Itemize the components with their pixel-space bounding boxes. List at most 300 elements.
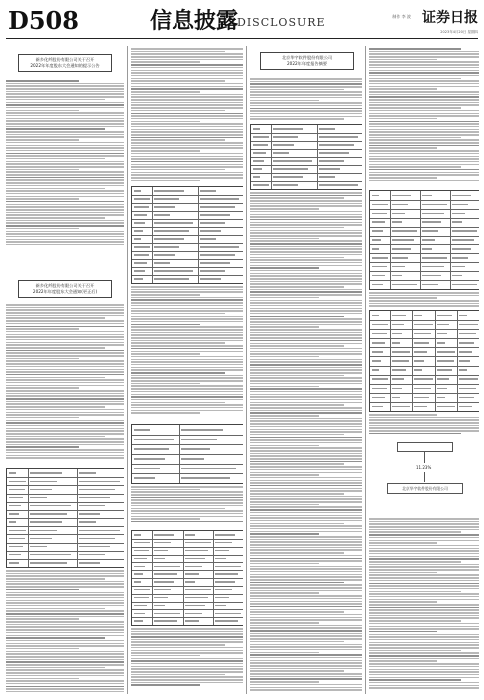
- text-line: [6, 85, 124, 87]
- text-line: [6, 182, 124, 184]
- text-line: [250, 474, 319, 476]
- text-line: [131, 53, 243, 55]
- text-line: [369, 607, 479, 609]
- text-line: [6, 134, 124, 136]
- text-line: [250, 633, 362, 635]
- text-line: [250, 420, 362, 422]
- text-line: [250, 673, 362, 675]
- table-cell-text: [372, 369, 379, 370]
- text-line: [369, 669, 479, 671]
- text-line: [369, 158, 479, 160]
- text-line: [131, 158, 243, 160]
- text-line: [250, 649, 362, 651]
- report-body: [250, 192, 362, 692]
- table-cell-text: [392, 266, 406, 267]
- table-cell-text: [414, 360, 424, 361]
- text-line: [6, 336, 124, 338]
- text-line: [131, 491, 243, 493]
- table-col-rule: [179, 425, 180, 483]
- table-cell-text: [452, 266, 466, 267]
- col2-body-form: [131, 486, 243, 524]
- table-cell-text: [154, 254, 175, 255]
- table-row-rule: [7, 518, 124, 519]
- table-row-rule: [370, 280, 479, 281]
- text-line: [369, 685, 479, 687]
- text-line: [131, 131, 243, 133]
- text-line: [131, 361, 243, 363]
- table-cell-text: [437, 360, 454, 361]
- table-row-rule: [370, 329, 479, 330]
- text-line: [250, 203, 362, 205]
- text-line: [250, 461, 362, 463]
- percent-label: 11.23%: [416, 465, 432, 470]
- text-line: [369, 126, 479, 128]
- table-cell-text: [181, 429, 223, 430]
- text-line: [250, 351, 362, 353]
- text-line: [131, 83, 243, 85]
- text-line: [250, 606, 362, 608]
- notice1-title-line1: 新乡化纤股份有限公司关于召开: [35, 57, 95, 62]
- table-cell-text: [422, 275, 442, 276]
- table-row-rule: [370, 244, 479, 245]
- table-cell-text: [185, 534, 196, 535]
- text-line: [369, 591, 461, 593]
- table-cell-text: [134, 558, 147, 559]
- text-line: [369, 599, 479, 601]
- table-cell-text: [372, 406, 383, 407]
- table-cell-text: [422, 213, 445, 214]
- text-line: [6, 444, 124, 446]
- text-line: [250, 552, 344, 554]
- text-line: [131, 650, 243, 652]
- table-cell-text: [134, 534, 141, 535]
- table-cell-text: [392, 360, 409, 361]
- table-cell-text: [392, 213, 406, 214]
- text-line: [369, 540, 479, 542]
- text-line: [250, 219, 362, 221]
- text-line: [369, 634, 479, 636]
- notice2-title-line1: 新乡化纤股份有限公司关于召开: [35, 283, 95, 288]
- table-col-rule: [317, 125, 318, 189]
- text-line: [6, 347, 105, 349]
- text-line: [131, 137, 243, 139]
- col2-authorization-form: [131, 424, 243, 484]
- text-line: [369, 626, 479, 628]
- text-line: [369, 72, 479, 74]
- text-line: [6, 220, 124, 222]
- table-row-rule: [370, 209, 479, 210]
- table-row-rule: [132, 259, 243, 260]
- text-line: [369, 48, 461, 50]
- text-line: [250, 549, 362, 551]
- text-line: [250, 364, 362, 366]
- table-cell-text: [134, 214, 147, 215]
- text-line: [369, 628, 479, 630]
- text-line: [250, 289, 362, 291]
- text-line: [250, 313, 362, 315]
- text-line: [6, 334, 124, 336]
- text-line: [250, 270, 362, 272]
- table-cell-text: [185, 573, 199, 574]
- table-col-rule: [152, 531, 153, 625]
- text-line: [250, 316, 344, 318]
- text-line: [6, 683, 124, 685]
- text-line: [369, 526, 479, 528]
- text-line: [6, 425, 124, 427]
- text-line: [131, 494, 243, 496]
- text-line: [6, 312, 124, 314]
- text-line: [131, 674, 225, 676]
- text-line: [6, 331, 124, 333]
- text-line: [6, 307, 124, 309]
- text-line: [250, 294, 362, 296]
- table-cell-text: [134, 550, 149, 551]
- text-line: [250, 83, 362, 85]
- text-line: [6, 344, 124, 346]
- text-line: [250, 558, 362, 560]
- text-line: [131, 291, 243, 293]
- text-line: [250, 224, 362, 226]
- text-line: [6, 174, 124, 176]
- text-line: [6, 600, 124, 602]
- table-row-rule: [370, 236, 479, 237]
- table-row-rule: [370, 200, 479, 201]
- text-line: [369, 147, 437, 149]
- text-line: [369, 658, 479, 660]
- text-line: [250, 450, 362, 452]
- text-line: [250, 515, 362, 517]
- table-cell-text: [79, 538, 115, 539]
- table-col-rule: [457, 311, 458, 411]
- table-row-rule: [370, 227, 479, 228]
- table-row-rule: [370, 402, 479, 403]
- text-line: [250, 348, 362, 350]
- text-line: [250, 635, 362, 637]
- column-divider: [127, 46, 128, 694]
- table-cell-text: [422, 266, 445, 267]
- table-cell-text: [134, 238, 141, 239]
- text-line: [250, 609, 362, 611]
- text-line: [250, 265, 362, 267]
- table-row-rule: [132, 594, 243, 595]
- table-cell-text: [185, 620, 199, 621]
- text-line: [369, 574, 479, 576]
- text-line: [6, 323, 124, 325]
- text-line: [250, 627, 362, 629]
- table-cell-text: [9, 538, 25, 539]
- text-line: [250, 197, 344, 199]
- table-col-rule: [390, 191, 391, 289]
- table-cell-text: [154, 542, 171, 543]
- text-line: [6, 592, 124, 594]
- table-cell-text: [200, 206, 234, 207]
- text-line: [369, 115, 479, 117]
- text-line: [6, 239, 124, 241]
- text-line: [369, 153, 479, 155]
- table-cell-text: [181, 477, 230, 478]
- page-number: D508: [8, 6, 79, 35]
- table-cell-text: [372, 342, 385, 343]
- table-cell-text: [154, 206, 175, 207]
- text-line: [6, 403, 124, 405]
- text-line: [250, 603, 362, 605]
- text-line: [131, 513, 243, 515]
- text-line: [6, 635, 124, 637]
- text-line: [6, 244, 124, 246]
- table-cell-text: [414, 342, 429, 343]
- text-line: [369, 78, 461, 80]
- text-line: [250, 617, 362, 619]
- text-line: [250, 544, 362, 546]
- text-line: [6, 575, 124, 577]
- table-cell-text: [392, 284, 418, 285]
- text-line: [250, 678, 362, 680]
- text-line: [6, 433, 124, 435]
- table-cell-text: [392, 195, 412, 196]
- text-line: [250, 574, 362, 576]
- table-cell-text: [30, 481, 57, 482]
- text-line: [250, 91, 362, 93]
- col4-body-chart: [369, 414, 479, 436]
- table-cell-text: [200, 198, 239, 199]
- text-line: [6, 680, 124, 682]
- text-line: [6, 350, 124, 352]
- text-line: [131, 172, 243, 174]
- table-cell-text: [154, 214, 170, 215]
- text-line: [6, 648, 79, 650]
- table-cell-text: [154, 190, 184, 191]
- text-line: [6, 667, 105, 669]
- text-line: [131, 299, 243, 301]
- text-line: [131, 644, 225, 646]
- text-line: [250, 343, 362, 345]
- text-line: [250, 391, 362, 393]
- text-line: [369, 636, 479, 638]
- text-line: [6, 166, 124, 168]
- text-line: [369, 145, 479, 147]
- table-cell-text: [273, 136, 298, 137]
- text-line: [131, 388, 243, 390]
- text-line: [6, 417, 79, 419]
- table-cell-text: [30, 554, 71, 555]
- text-line: [250, 501, 362, 503]
- table-cell-text: [414, 333, 431, 334]
- text-line: [6, 669, 124, 671]
- table-cell-text: [79, 530, 120, 531]
- text-line: [131, 118, 243, 120]
- text-line: [131, 641, 243, 643]
- text-line: [6, 145, 124, 147]
- table-cell-text: [414, 369, 422, 370]
- text-line: [131, 104, 243, 106]
- text-line: [250, 687, 362, 689]
- text-line: [250, 308, 362, 310]
- text-line: [250, 520, 362, 522]
- table-cell-text: [9, 530, 26, 531]
- text-line: [250, 273, 362, 275]
- text-line: [369, 523, 479, 525]
- text-line: [250, 275, 362, 277]
- table-cell-text: [134, 448, 169, 449]
- text-line: [250, 377, 362, 379]
- text-line: [6, 209, 124, 211]
- table-cell-text: [134, 429, 150, 430]
- table-row-rule: [370, 271, 479, 272]
- text-line: [250, 235, 362, 237]
- text-line: [6, 214, 124, 216]
- table-row-rule: [132, 464, 243, 465]
- text-line: [6, 629, 124, 631]
- text-line: [250, 396, 362, 398]
- table-row-rule: [132, 275, 243, 276]
- col2-voting-table: [131, 530, 243, 626]
- table-cell-text: [134, 458, 165, 459]
- table-cell-text: [459, 406, 471, 407]
- text-line: [6, 80, 79, 82]
- text-line: [6, 198, 79, 200]
- text-line: [369, 53, 479, 55]
- text-line: [131, 147, 243, 149]
- editor-credit: 制作 李 波: [392, 13, 411, 19]
- text-line: [131, 102, 243, 104]
- text-line: [369, 83, 479, 85]
- text-line: [250, 555, 362, 557]
- table-cell-text: [452, 248, 472, 249]
- text-line: [6, 597, 124, 599]
- text-line: [6, 385, 124, 387]
- text-line: [250, 302, 362, 304]
- text-line: [6, 193, 124, 195]
- text-line: [250, 81, 362, 83]
- col4-body-bottom: [369, 518, 479, 690]
- text-line: [6, 457, 124, 459]
- text-line: [6, 428, 124, 430]
- text-line: [250, 337, 362, 339]
- table-cell-text: [134, 589, 150, 590]
- table-col-rule: [390, 311, 391, 411]
- text-line: [369, 430, 479, 432]
- table-row-rule: [132, 267, 243, 268]
- table-cell-text: [200, 230, 221, 231]
- text-line: [6, 123, 124, 125]
- text-line: [6, 441, 124, 443]
- text-line: [6, 131, 124, 133]
- text-line: [250, 455, 362, 457]
- text-line: [369, 534, 479, 536]
- text-line: [131, 663, 243, 665]
- table-cell-text: [185, 550, 208, 551]
- text-line: [369, 292, 479, 294]
- text-line: [6, 99, 105, 101]
- table-cell-text: [452, 213, 466, 214]
- text-line: [6, 589, 79, 591]
- table-cell-text: [154, 222, 193, 223]
- text-line: [6, 177, 124, 179]
- table-cell-text: [30, 505, 71, 506]
- table-cell-text: [273, 128, 303, 129]
- report-title-line1: 北京华宇软件股份有限公司: [281, 55, 333, 60]
- table-cell-text: [372, 239, 381, 240]
- text-line: [369, 150, 479, 152]
- text-line: [6, 691, 124, 693]
- table-cell-text: [154, 566, 180, 567]
- text-line: [369, 620, 461, 622]
- table-cell-text: [134, 222, 145, 223]
- text-line: [250, 359, 362, 361]
- table-cell-text: [79, 554, 106, 555]
- text-line: [369, 107, 461, 109]
- text-line: [6, 363, 124, 365]
- table-cell-text: [422, 284, 439, 285]
- table-cell-text: [437, 406, 456, 407]
- text-line: [6, 613, 124, 615]
- text-line: [369, 142, 479, 144]
- text-line: [250, 566, 362, 568]
- text-line: [131, 113, 243, 115]
- text-line: [131, 380, 243, 382]
- text-line: [250, 318, 362, 320]
- text-line: [369, 666, 479, 668]
- text-line: [6, 626, 124, 628]
- text-line: [250, 592, 319, 594]
- table-row-rule: [251, 165, 362, 166]
- text-line: [250, 469, 362, 471]
- text-line: [131, 508, 225, 510]
- text-line: [131, 521, 243, 523]
- text-line: [6, 91, 124, 93]
- text-line: [250, 383, 362, 385]
- diagram-connector: [424, 451, 425, 463]
- text-line: [131, 91, 200, 93]
- table-row-rule: [132, 609, 243, 610]
- table-cell-text: [134, 468, 160, 469]
- table-row-rule: [132, 195, 243, 196]
- table-cell-text: [372, 378, 388, 379]
- text-line: [131, 332, 243, 334]
- table-cell-text: [273, 152, 289, 153]
- text-line: [250, 447, 362, 449]
- table-cell-text: [200, 270, 225, 271]
- table-cell-text: [392, 342, 400, 343]
- text-line: [131, 107, 243, 109]
- text-line: [250, 195, 362, 197]
- text-line: [250, 324, 362, 326]
- col2-body-bottom: [131, 628, 243, 687]
- table-cell-text: [185, 613, 202, 614]
- text-line: [369, 156, 479, 158]
- text-line: [369, 425, 479, 427]
- table-row-rule: [370, 393, 479, 394]
- text-line: [6, 304, 124, 306]
- text-line: [250, 657, 362, 659]
- text-line: [6, 398, 124, 400]
- col4-body-mid: [369, 292, 479, 308]
- text-line: [250, 257, 344, 259]
- text-line: [6, 371, 124, 373]
- text-line: [250, 297, 319, 299]
- text-line: [250, 100, 319, 102]
- text-line: [250, 259, 362, 261]
- table-cell-text: [185, 542, 211, 543]
- table-cell-text: [414, 378, 433, 379]
- text-line: [369, 123, 479, 125]
- text-line: [369, 558, 479, 560]
- table-cell-text: [30, 489, 52, 490]
- text-line: [131, 410, 243, 412]
- text-line: [250, 496, 362, 498]
- text-line: [6, 110, 79, 112]
- text-line: [369, 129, 479, 131]
